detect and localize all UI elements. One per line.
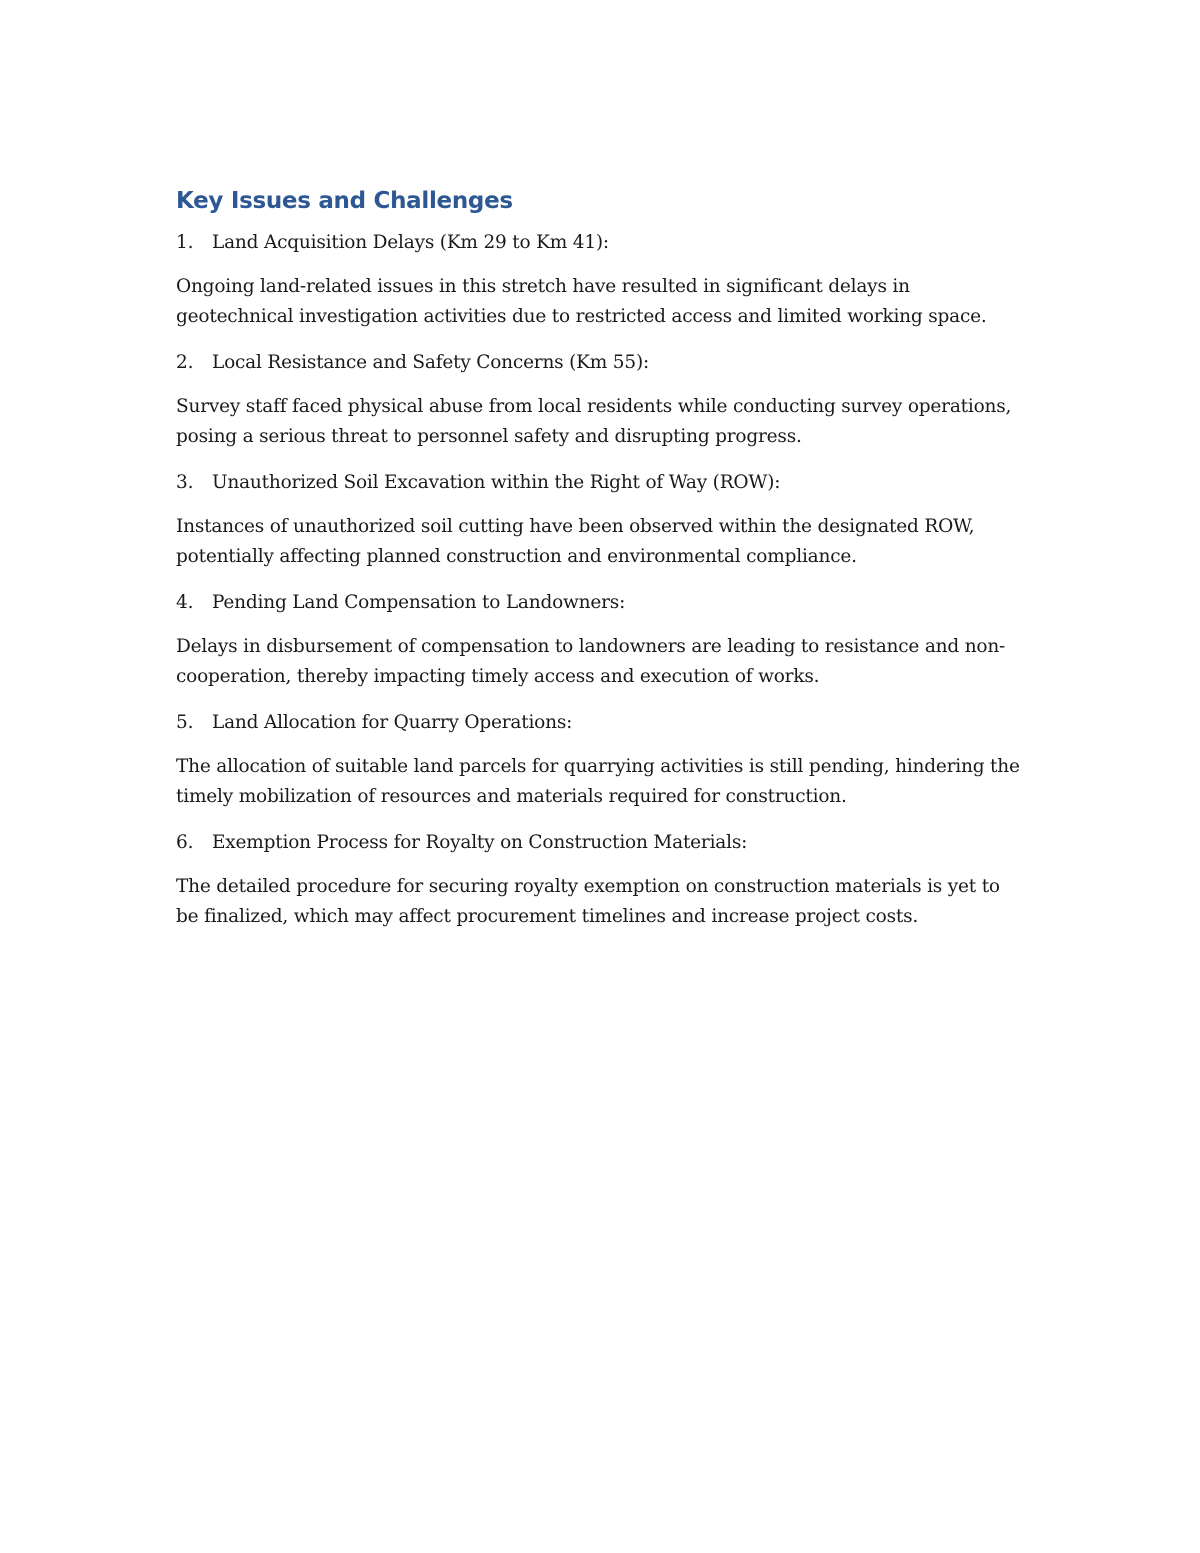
issue-item [176, 230, 1026, 332]
issue-number: 2. [176, 351, 194, 373]
issue-description: The allocation of suitable land parcels for quarrying activities is still pending, hindering the timely mobilization of resources and materials required for construction. [176, 756, 1020, 807]
issue-heading [176, 230, 1026, 257]
issue-number: 3. [176, 471, 194, 493]
issue-title: Local Resistance and Safety Concerns (Km 55): [212, 351, 649, 373]
issue-heading [176, 470, 1026, 497]
issue-number: 4. [176, 591, 194, 613]
issue-number: 1. [176, 231, 194, 253]
issue-item [176, 350, 1026, 452]
issue-title: Land Allocation for Quarry Operations: [212, 711, 573, 733]
page-title: Key Issues and Challenges [176, 188, 513, 214]
issue-heading [176, 590, 1026, 617]
issue-title: Land Acquisition Delays (Km 29 to Km 41): [212, 231, 609, 253]
issue-description: Instances of unauthorized soil cutting have been observed within the designated ROW, potentially affecting planned construction and environmental compliance. [176, 516, 975, 567]
issue-heading [176, 350, 1026, 377]
issue-item [176, 590, 1026, 692]
issue-item [176, 710, 1026, 812]
issue-number: 5. [176, 711, 194, 733]
issue-description: Ongoing land-related issues in this stretch have resulted in significant delays in geotechnical investigation activities due to restricted access and limited working space. [176, 276, 987, 327]
issue-description: Survey staff faced physical abuse from local residents while conducting survey operations, posing a serious threat to personnel safety and disrupting progress. [176, 396, 1012, 447]
document-content [176, 188, 1026, 950]
issue-item [176, 470, 1026, 572]
issue-title: Pending Land Compensation to Landowners: [212, 591, 626, 613]
issue-description: The detailed procedure for securing royalty exemption on construction materials is yet to be finalized, which may affect procurement timelines and increase project costs. [176, 876, 1000, 927]
issue-number: 6. [176, 831, 194, 853]
issue-description: Delays in disbursement of compensation to landowners are leading to resistance and non-cooperation, thereby impacting timely access and execution of works. [176, 636, 1006, 687]
issue-title: Unauthorized Soil Excavation within the Right of Way (ROW): [212, 471, 781, 493]
issue-item [176, 830, 1026, 932]
issue-heading [176, 710, 1026, 737]
issue-heading [176, 830, 1026, 857]
issue-title: Exemption Process for Royalty on Construction Materials: [212, 831, 748, 853]
